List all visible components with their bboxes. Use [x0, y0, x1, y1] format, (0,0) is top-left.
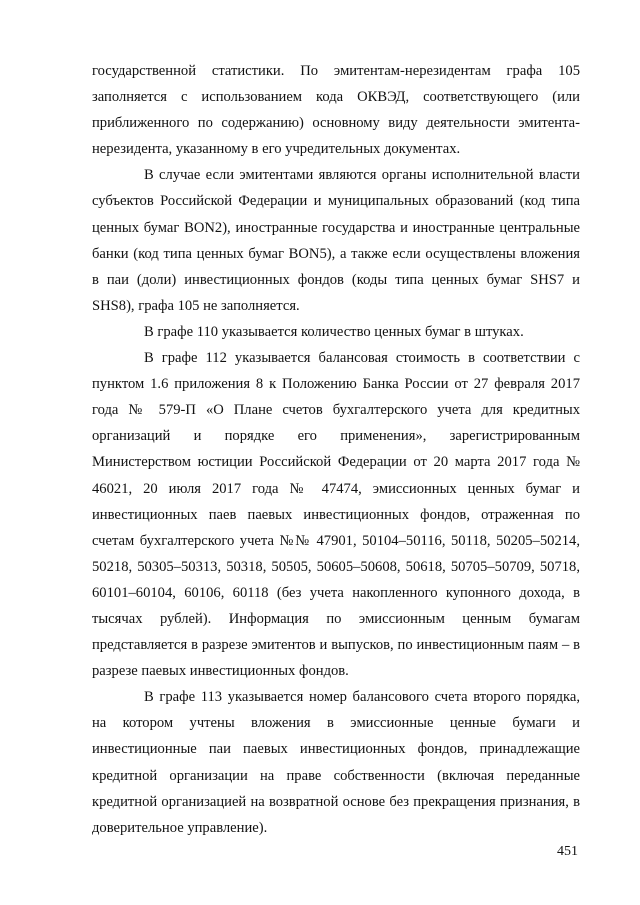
page-number: 451	[557, 844, 578, 859]
paragraph: В графе 110 указывается количество ценных бумаг в штуках.	[144, 323, 524, 340]
body-text	[92, 58, 580, 841]
paragraph: В графе 112 указывается балансовая стоимость в соответствии с пунктом 1.6 приложения 8 к Положению Банка России от 27 февраля 2017 года № 579-П «О Плане счетов бухгалтерского учета для кредитных организаций и порядке его применения», зарегистрированным Министерством юстиции Российской Федерации от 20 марта 2017 года № 46021, 20 июля 2017 года № 47474, эмиссионных ценных бумаг и инвестиционных паев паевых инвестиционных фондов, отраженная по счетам бухгалтерского учета №№ 47901, 50104–50116, 50118, 50205–50214, 50218, 50305–50313, 50318, 50505, 50605–50608, 50618, 50705–50709, 50718, 60101–60104, 60106, 60118 (без учета накопленного купонного дохода, в тысячах рублей). Информация по эмиссионным ценным бумагам представляется в разрезе эмитентов и выпусков, по инвестиционным паям – в разрезе паевых инвестиционных фондов.	[92, 350, 580, 680]
paragraph: В графе 113 указывается номер балансового счета второго порядка, на котором учтены вложения в эмиссионные ценные бумаги и инвестиционные паи паевых инвестиционных фондов, принадлежащие кредитной организации на праве собственности (включая переданные кредитной организацией на возвратной основе без прекращения признания, в доверительное управление).	[92, 689, 580, 836]
paragraph: государственной статистики. По эмитентам-нерезидентам графа 105 заполняется с использованием кода ОКВЭД, соответствующего (или приближенного по содержанию) основному виду деятельности эмитента-нерезидента, указанному в его учредительных документах.	[92, 63, 580, 158]
paragraph: В случае если эмитентами являются органы исполнительной власти субъектов Российской Федерации и муниципальных образований (код типа ценных бумаг BON2), иностранные государства и иностранные центральные банки (код типа ценных бумаг BON5), а также если осуществлены вложения в паи (доли) инвестиционных фондов (коды типа ценных бумаг SHS7 и SHS8), графа 105 не заполняется.	[92, 167, 580, 314]
